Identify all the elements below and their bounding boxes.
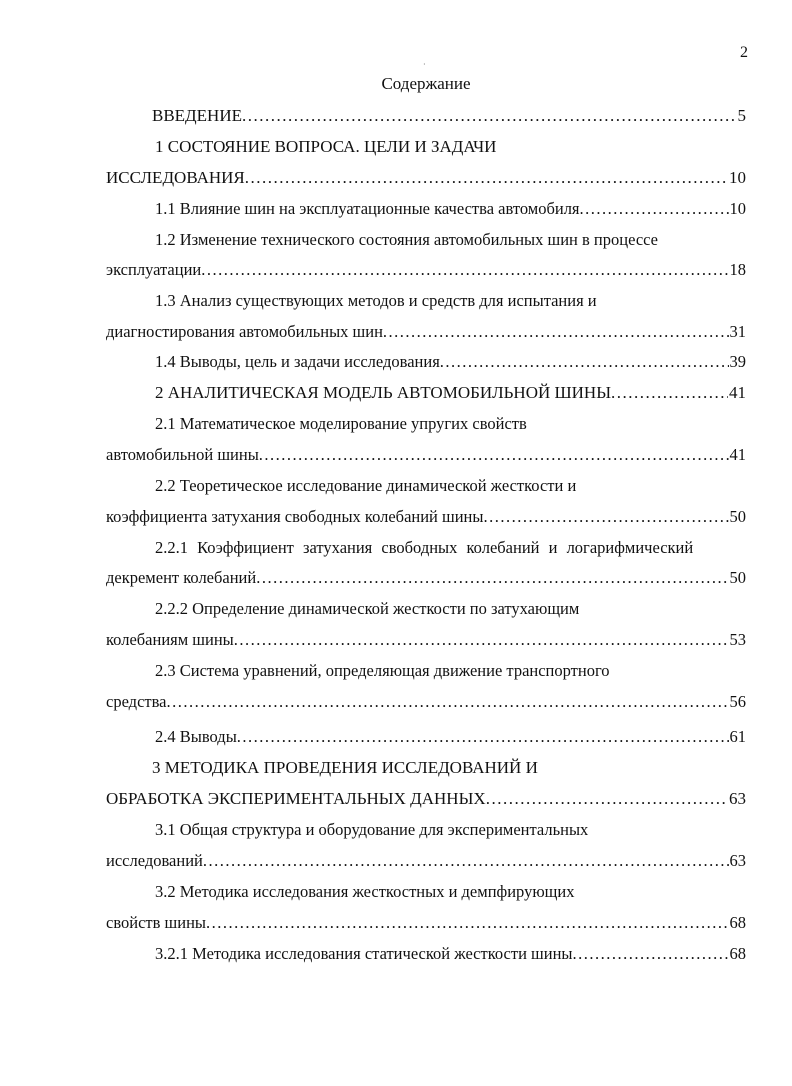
toc-entry-page: 31: [729, 322, 746, 341]
toc-entry-page: 63: [729, 789, 746, 808]
toc-entry[interactable]: 2.2.1 Коэффициент затухания свободных колебаний и логарифмический: [155, 538, 694, 557]
dot-leader: [206, 913, 729, 933]
toc-entry[interactable]: 1.3 Анализ существующих методов и средств для испытания и: [155, 291, 597, 310]
toc-entry-text: 2 АНАЛИТИЧЕСКАЯ МОДЕЛЬ АВТОМОБИЛЬНОЙ ШИНЫ: [155, 383, 612, 402]
dot-leader: [259, 445, 729, 465]
toc-entry[interactable]: [106, 322, 746, 344]
toc-entry[interactable]: 1 СОСТОЯНИЕ ВОПРОСА. ЦЕЛИ И ЗАДАЧИ: [155, 137, 497, 156]
toc-entry-text: 2.4 Выводы: [155, 727, 237, 746]
toc-entry[interactable]: 2.2.2 Определение динамической жесткости по затухающим: [155, 599, 580, 618]
toc-entry-text: эксплуатации: [106, 260, 202, 279]
toc-entry-page: 41: [729, 383, 746, 402]
page-number: 2: [740, 44, 748, 61]
toc-entry[interactable]: [155, 944, 746, 966]
toc-entry-text: ИССЛЕДОВАНИЯ: [106, 168, 245, 187]
toc-entry-text: средства: [106, 692, 167, 711]
toc-entry-text: диагностирования автомобильных шин: [106, 322, 383, 341]
toc-entry[interactable]: 1.2 Изменение технического состояния автомобильных шин в процессе: [155, 230, 658, 249]
toc-entry[interactable]: 2.1 Математическое моделирование упругих свойств: [155, 414, 527, 433]
toc-entry[interactable]: [106, 692, 746, 714]
dot-leader: [440, 352, 729, 372]
dot-leader: [383, 322, 729, 342]
dot-leader: [580, 199, 729, 219]
toc-entry-page: 63: [729, 851, 746, 870]
toc-entry-text: свойств шины: [106, 913, 206, 932]
toc-entry-page: 68: [729, 913, 746, 932]
toc-entry-page: 10: [729, 199, 746, 218]
toc-entry-text: 3.2.1 Методика исследования статической жесткости шины: [155, 944, 573, 963]
dot-leader: [167, 692, 729, 712]
toc-entry-page: 56: [729, 692, 746, 711]
dot-leader: [245, 168, 728, 188]
toc-entry[interactable]: [106, 789, 746, 811]
dot-leader: [573, 944, 729, 964]
toc-entry-page: 61: [729, 727, 746, 746]
toc-entry[interactable]: [106, 851, 746, 873]
dot-leader: [242, 106, 737, 126]
toc-entry-page: 50: [729, 568, 746, 587]
dot-leader: [201, 260, 728, 280]
toc-entry-page: 50: [729, 507, 746, 526]
toc-entry-text: ОБРАБОТКА ЭКСПЕРИМЕНТАЛЬНЫХ ДАННЫХ: [106, 789, 486, 808]
toc-entry[interactable]: [106, 630, 746, 652]
toc-entry[interactable]: [155, 352, 746, 374]
dot-leader: [483, 507, 728, 527]
toc-entry[interactable]: [155, 727, 746, 749]
toc-entry[interactable]: [155, 383, 746, 405]
toc-entry-text: 1.1 Влияние шин на эксплуатационные качества автомобиля: [155, 199, 580, 218]
dot-leader: [234, 630, 729, 650]
toc-entry-text: автомобильной шины: [106, 445, 259, 464]
dot-leader: [256, 568, 728, 588]
toc-entry[interactable]: [155, 199, 746, 221]
dot-leader: [486, 789, 728, 809]
toc-entry[interactable]: [106, 568, 746, 590]
toc-entry-text: декремент колебаний: [106, 568, 257, 587]
toc-entry-text: колебаниям шины: [106, 630, 234, 649]
toc-entry-page: 53: [729, 630, 746, 649]
toc-entry-page: 10: [729, 168, 746, 187]
dot-leader: [611, 383, 728, 403]
toc-entry[interactable]: [106, 260, 746, 282]
toc-title: Содержание: [381, 74, 471, 93]
toc-entry[interactable]: [106, 445, 746, 467]
toc-entry[interactable]: [106, 507, 746, 529]
toc-entry[interactable]: [106, 168, 746, 190]
toc-entry[interactable]: 2.3 Система уравнений, определяющая движение транспортного: [155, 661, 610, 680]
toc-entry[interactable]: 3.2 Методика исследования жесткостных и демпфирующих: [155, 882, 575, 901]
toc-entry[interactable]: 3.1 Общая структура и оборудование для экспериментальных: [155, 820, 589, 839]
toc-entry-page: 41: [729, 445, 746, 464]
dot-leader: [203, 851, 729, 871]
toc-entry[interactable]: [106, 913, 746, 935]
toc-entry-page: 68: [729, 944, 746, 963]
toc-entry-text: ВВЕДЕНИЕ: [152, 106, 242, 125]
toc-entry-text: 1.4 Выводы, цель и задачи исследования: [155, 352, 440, 371]
dot-leader: [237, 727, 729, 747]
toc-entry[interactable]: [152, 106, 746, 128]
toc-entry[interactable]: 3 МЕТОДИКА ПРОВЕДЕНИЯ ИССЛЕДОВАНИЙ И: [152, 758, 538, 777]
toc-entry[interactable]: 2.2 Теоретическое исследование динамической жесткости и: [155, 476, 577, 495]
toc-entry-text: коэффициента затухания свободных колебаний шины: [106, 507, 484, 526]
scan-speck: ·: [423, 60, 426, 69]
toc-entry-text: исследований: [106, 851, 203, 870]
toc-entry-page: 18: [729, 260, 746, 279]
toc-entry-page: 39: [729, 352, 746, 371]
toc-entry-page: 5: [737, 106, 746, 125]
